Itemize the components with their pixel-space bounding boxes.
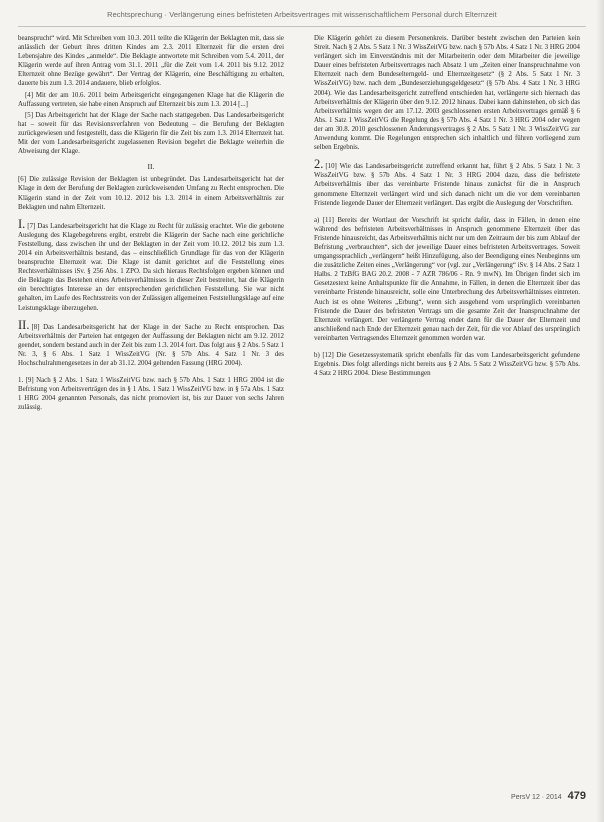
paragraph-text: [7] Das Landesarbeitsgericht hat die Klage zu Recht für zulässig erachtet. Wie die gebotene Auslegung des Klagebegehrens ergibt, erstrebt die Klägerin der Sache nach eine gerichtliche Feststellung, dass zwischen ihr und der Beklagten in der Zeit vom 10.12. 2012 bis zum 1.3. 2014 ein Arbeitsverhältnis bestand, das – einschließlich Grundlage für das von der Klägerin beanspruchte Elternzeit war. Die Klage ist damit gerichtet auf die Feststellung eines Rechtsverhältnisses iSv. § 256 Abs. 1 ZPO. Da sich hieraus Rechtsfolgen ergeben können und die Beklagte das Bestehen eines Arbeitsverhältnisses in dieser Zeit bestreitet, hat die Klägerin ein berechtigtes Interesse an der entsprechenden gerichtlichen Feststellung. Sie war nicht gehalten, im Laufe des Rechtsstreits von der Zulässigen allgemeinen Feststellungsklage auf eine Leistungsklage überzugehen. <box>18 222 284 312</box>
paragraph-text: [12] Die Gesetzessystematik spricht ebenfalls für das vom Landesarbeitsgericht gefundene Ergebnis. Dies folgt allerdings nicht bereits aus § 2 Abs. 5 Satz 2 WissZeitVG bzw. § 57b Abs. 4 Satz 2 HRG 2004. Diese Bestimmungen <box>314 352 580 378</box>
numbered-paragraph <box>18 376 284 412</box>
paragraph: [4] Mit der am 10.6. 2011 beim Arbeitsgericht eingegangenen Klage hat die Klägerin die Auffassung vertreten, sie habe einen Anspruch auf Elternzeit bis zum 1.3. 2014 [...] <box>18 91 284 108</box>
numbered-paragraph <box>314 157 580 207</box>
paragraph: [6] Die zulässige Revision der Beklagten ist unbegründet. Das Landesarbeitsgericht hat der Klage in dem der Berufung der Beklagten zurückweisenden Umfang zu Recht entsprochen. Die Klägerin stand in der Zeit vom 10.12. 2012 bis 1.3. 2014 in einem Arbeitsverhältnis zur Beklagten und nahm Elternzeit. <box>18 176 284 211</box>
page-number: 479 <box>567 790 586 802</box>
section-heading: II. <box>147 162 155 172</box>
paragraph-number: b) <box>314 352 320 359</box>
paragraph-text: [9] Nach § 2 Abs. 1 Satz 1 WissZeitVG bzw. nach § 57b Abs. 1 Satz 1 HRG 2004 ist die Befristung von Arbeitsverträgen des in § 1 Abs. 1 Satz 1 WissZeitVG bzw. in § 57a Abs. 1 Satz 1 HRG 2004 genannten Personals, das nicht promoviert ist, bis zur Dauer von sechs Jahren zulässig. <box>18 377 284 412</box>
header-divider <box>18 26 586 27</box>
numbered-paragraph <box>18 216 284 313</box>
paragraph-text: [10] Wie das Landesarbeitsgericht zutreffend erkannt hat, führt § 2 Abs. 5 Satz 1 Nr. 3 WissZeitVG bzw. § 57b Abs. 4 Satz 1 Nr. 3 HRG 2004 dazu, dass die befristete Arbeitsverhältnis über das vereinbarte Fristende hinaus zunächst für die in Anspruch genommene Elternzeit verlängert wird und sich danach nicht um die vor dem vereinbarten Fristende liegende Dauer der Elternzeit verlängert. Das ergibt die Auslegung der Vorschriften. <box>314 163 580 207</box>
running-header: Rechtsprechung · Verlängerung eines befristeten Arbeitsvertrages mit wissenschaftlichem Personal durch Elternzeit <box>107 10 497 19</box>
paragraph: beansprucht“ wird. Mit Schreiben vom 10.3. 2011 teilte die Klägerin der Beklagten mit, dass sie anlässlich der Geburt ihres dritten Kindes am 2.3. 2011 Elternzeit für die ersten drei Lebensjahre des Kindes „anmelde“. Die Beklagte antwortete mit Schreiben vom 5.4. 2011, der Klägerin werde auf ihren Antrag vom 31.1. 2011 „für die Zeit vom 1.4. 2011 bis 9.12. 2012 Elternzeit ohne Bezüge gewährt“. Der Vertrag der Klägerin, eine Beschäftigung zu erhalten, dauerte bis zum 1.3. 2014 andauere, blieb erfolglos. <box>18 35 284 88</box>
paragraph-number: 2. <box>314 157 324 172</box>
paragraph: Die Klägerin gehört zu diesem Personenkreis. Darüber besteht zwischen den Parteien kein Streit. Nach § 2 Abs. 5 Satz 1 Nr. 3 WissZeitVG bzw. nach § 57b Abs. 4 Satz 1 Nr. 3 HRG 2004 verlängert sich im Einverständnis mit der Mitarbeiterin oder dem Mitarbeiter die jeweilige Dauer eines befristeten Arbeitsvertrages nach Absatz 1 um „Zeiten einer Inanspruchnahme von Elternzeit nach dem Bundeselterngeld- und Elternzeitgesetz“ (§ 2 Abs. 5 Satz 1 Nr. 3 WissZeitVG) bzw. nach dem „Bundeserziehungsgeldgesetz“ (§ 57b Abs. 4 Satz 1 Nr. 3 HRG 2004). Wie das Landesarbeitsgericht zutreffend entschieden hat, verlängerte sich hiernach das Arbeitsverhältnis der Klägerin über den 9.12. 2012 hinaus. Dabei kann dahinstehen, ob sich das Arbeitsverhältnis wegen der am 17.12. 2003 geschlossenen ersten Arbeitsvertrages gemäß § 6 Abs. 1 Satz 1 WissZeitVG die Regelung des § 57b Abs. 4 Satz 1 Nr. 3 HRG 2004 oder wegen der am 30.8. 2010 geschlossenen Änderungsvertrages § 2 Abs. 5 Satz 1 Nr. 3 WissZeitVG zur Anwendung kommt. Die Regelungen entsprechen sich inhaltlich und führen vorliegend zum selben Ergebnis. <box>314 35 580 152</box>
paragraph-number: a) <box>314 216 320 224</box>
paragraph-number: 1. <box>18 377 24 385</box>
right-column <box>314 34 580 380</box>
paragraph: [5] Das Arbeitsgericht hat der Klage der Sache nach stattgegeben. Das Landesarbeitsgericht hat – soweit für das Revisionsverfahren von Bedeutung – die Berufung der Beklagten zurückgewiesen und festgestellt, dass die Klägerin für die Zeit bis zum 1.3. 2014 Elternzeit hat. Mit der vom Landesarbeitsgericht zugelassenen Revision begehrt die Beklagte weiterhin die Abweisung der Klage. <box>18 111 284 156</box>
page-edge-shadow <box>596 0 604 822</box>
paragraph-text: [11] Bereits der Wortlaut der Vorschrift ist spricht dafür, dass in Fällen, in denen eine während des befristeten Arbeitsverhältnisses in Anspruch genommene Elternzeit über das Fristende hinausreicht, das Arbeitsverhältnis nicht nur um den Zeitraum der bis zum Ablauf der Befristung „verbrauchten“, sich der jeweilige Dauer eines befristeten Arbeitsvertrages. Soweit umgangssprachlich „verlängern“ heißt Hinzufügung, also der Beendigung eines Neubeginns um die zusätzliche Zeiten eines „Verlängerung“ vor (vgl. zur „Verlängerung“ iSv. § 14 Abs. 2 Satz 1 Halbs. 2 TzBfG BAG 20.2. 2008 - 7 AZR 786/06 - Rn. 9 mwN). Im Übrigen findet sich im Gesetzestext keine Anhaltspunkte für die Annahme, in Fällen, in denen die Elternzeit über das vereinbarte Fristende hinausreicht, solle eine Unterbrechung des Arbeitsverhältnisses eintreten. Auch ist es ohne Weiteres „Erbung“, wenn sich ausgehend vom ursprünglich vereinbarten Fristende die Dauer des befristeten Vertrags um die gesamte Zeit der Inanspruchnahme der Elternzeit verlängert. Der verlängerte Vertrag endet dann für die Dauer der Elternzeit und anschließend nach Ende der Elternzeit genau nach der Zeit, für die vor Ablauf des ursprünglich vereinbarten Vertragsendes Elternzeit genommen worden war. <box>314 216 580 342</box>
numbered-paragraph <box>314 216 580 343</box>
paragraph-number: II. <box>18 317 30 332</box>
numbered-paragraph <box>18 317 284 368</box>
page-footer <box>511 790 586 802</box>
numbered-paragraph <box>314 351 580 378</box>
journal-issue: PersV 12 · 2014 <box>511 794 562 801</box>
paragraph-number: I. <box>18 216 26 231</box>
paragraph-text: [8] Das Landesarbeitsgericht hat der Klage in der Sache zu Recht entsprochen. Das Arbeitsverhältnis der Parteien hat entgegen der Auffassung der Beklagten nicht am 9.12. 2012 geendet, sondern bestand auch in der Zeit bis zum 1.3. 2014 fort. Das folgt aus § 2 Abs. 5 Satz 1 Nr. 3, § 6 Abs. 1 Satz 1 WissZeitVG (Nr. § 57b Abs. 4 Satz 1 Nr. 3 des Hochschulrahmengesetzes in der ab 31.12. 2004 geltenden Fassung (HRG 2004). <box>18 323 284 367</box>
left-column <box>18 34 284 414</box>
